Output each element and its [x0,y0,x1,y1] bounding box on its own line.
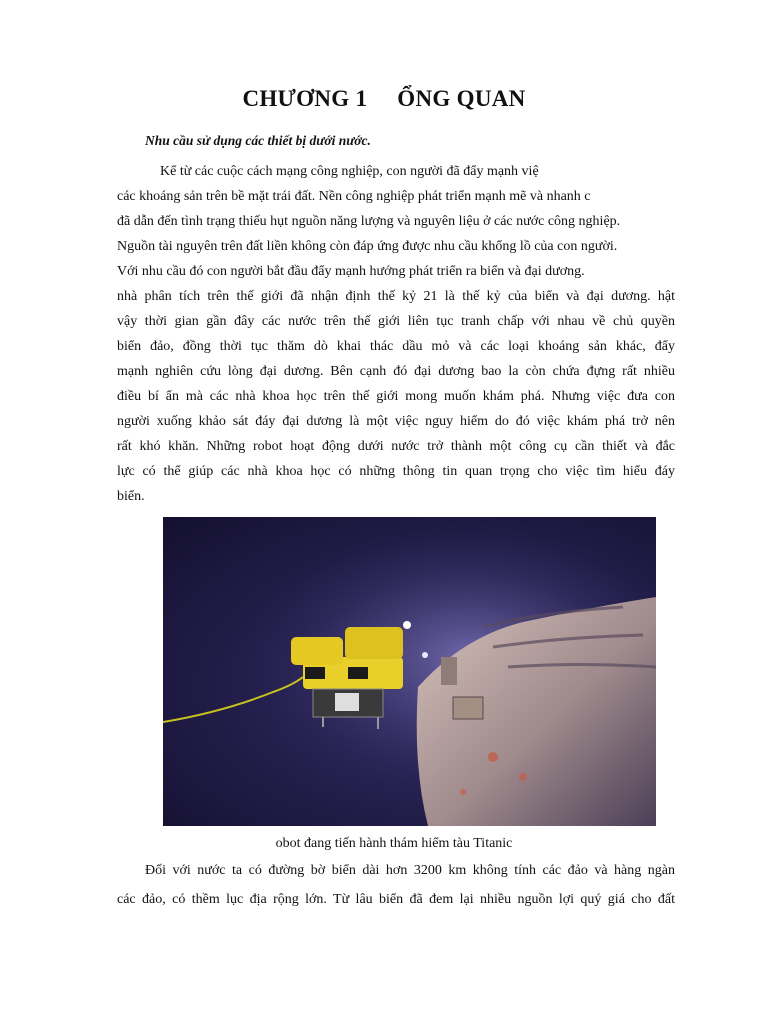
paragraph-line: lực có thể giúp các nhà khoa học có những thông tin quan trọng cho việc tìm hiểu đáy [117,464,675,479]
figure-caption: obot đang tiến hành thám hiểm tàu Titanic [275,836,513,851]
paragraph-line: các khoáng sản trên bề mặt trái đất. Nền công nghiệp phát triển mạnh mẽ và nhanh c [117,189,591,204]
paragraph-line: các đảo, có thềm lục địa rộng lớn. Từ lâu biển đã đem lại nhiều nguồn lợi quý giá cho đất [117,892,675,907]
paragraph-line: mạnh nghiên cứu lòng đại dương. Bên cạnh đó đại dương bao la còn chứa đựng rất nhiều [117,364,675,379]
rov-titanic-photo [163,517,656,826]
chapter-number: CHƯƠNG 1 [242,86,368,111]
paragraph-line: vậy thời gian gần đây các nước trên thế giới liên tục tranh chấp với nhau về chủ quyền [117,314,675,329]
paragraph-line: biển đảo, đồng thời tục thăm dò khai thác dầu mỏ và các loại khoáng sản khác, đẩy [117,339,675,354]
paragraph-line: Nguồn tài nguyên trên đất liền không còn đáp ứng được nhu cầu khổng lồ của con người. [117,239,618,254]
section-heading: Nhu cầu sử dụng các thiết bị dưới nước. [145,133,371,148]
paragraph-line: nhà phân tích trên thế giới đã nhận định thế kỷ 21 là thế kỷ của biển và đại dương. hật [117,289,675,304]
rov-illustration [163,517,656,826]
paragraph-line: biển. [117,489,145,504]
paragraph-line: người xuống khảo sát đáy đại dương là một việc nguy hiểm do đó việc khám phá trở nên [117,414,675,429]
paragraph-line: đã dẫn đến tình trạng thiếu hụt nguồn năng lượng và nguyên liệu ở các nước công nghiệp. [117,214,621,229]
paragraph-line: Với nhu cầu đó con người bắt đầu đẩy mạnh hướng phát triển ra biển và đại dương. [117,264,585,279]
chapter-title [0,86,768,112]
chapter-name: ỔNG QUAN [397,86,526,111]
paragraph-line: Kể từ các cuộc cách mạng công nghiệp, con người đã đẩy mạnh việ [160,164,539,179]
paragraph-line: điều bí ẩn mà các nhà khoa học trên thế giới mong muốn khám phá. Nhưng việc đưa con [117,389,675,404]
paragraph-line: Đối với nước ta có đường bờ biển dài hơn 3200 km không tính các đảo và hàng ngàn [145,863,675,878]
paragraph-line: rất khó khăn. Những robot hoạt động dưới nước trở thành một công cụ cần thiết và đắc [117,439,675,454]
